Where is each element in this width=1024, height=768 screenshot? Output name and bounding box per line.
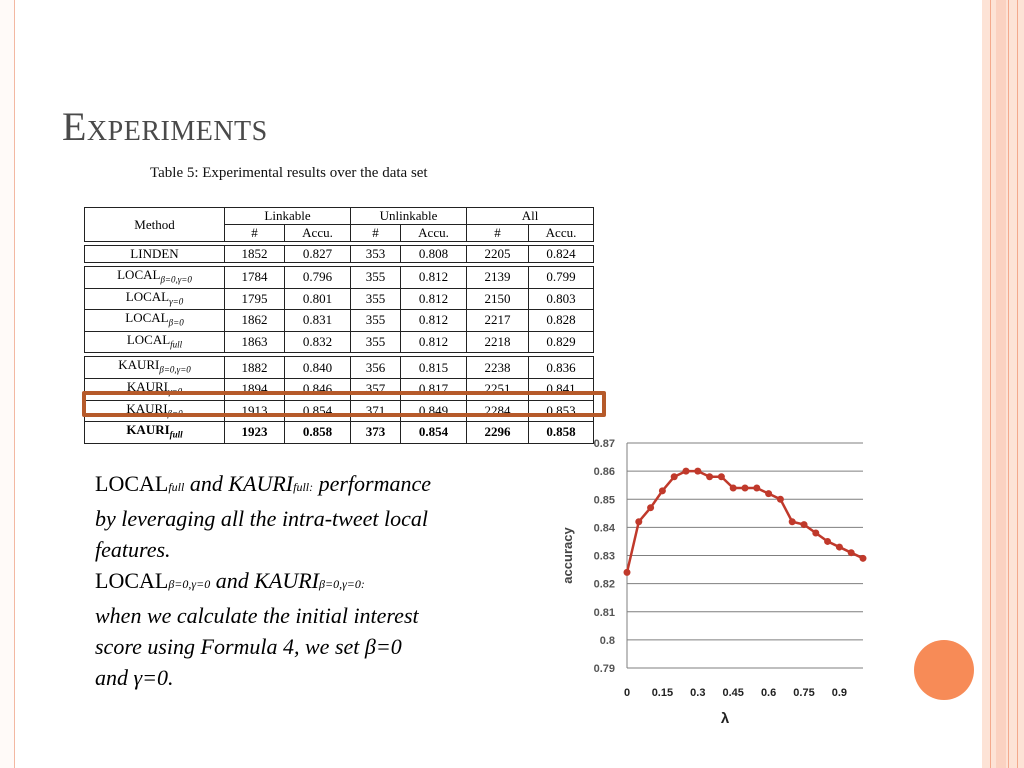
- value-cell: 2218: [467, 331, 529, 353]
- value-cell: 0.846: [285, 378, 351, 400]
- value-cell: 2205: [467, 246, 529, 263]
- y-tick-label: 0.82: [593, 578, 615, 591]
- data-point: [812, 530, 819, 537]
- value-cell: 357: [351, 378, 401, 400]
- value-cell: 2150: [467, 288, 529, 310]
- x-axis-label: λ: [720, 710, 730, 727]
- value-cell: 0.796: [285, 267, 351, 289]
- value-cell: 2284: [467, 400, 529, 422]
- data-point: [730, 485, 737, 492]
- value-cell: 2296: [467, 422, 529, 444]
- value-cell: 0.849: [401, 400, 467, 422]
- value-cell: 1862: [225, 310, 285, 332]
- text-line-5: when we calculate the initial interest: [95, 603, 419, 628]
- text-line-7: and γ=0.: [95, 665, 174, 690]
- value-cell: 0.812: [401, 288, 467, 310]
- x-tick-label: 0.6: [760, 687, 777, 699]
- value-cell: 355: [351, 331, 401, 353]
- method-subscript: β=0,γ=0: [159, 364, 191, 375]
- value-cell: 2139: [467, 267, 529, 289]
- data-point: [860, 555, 867, 562]
- text-line-6: score using Formula 4, we set β=0: [95, 634, 402, 659]
- data-point: [683, 468, 690, 475]
- subheader-cell: #: [351, 225, 401, 242]
- value-cell: 1784: [225, 267, 285, 289]
- data-point: [635, 518, 642, 525]
- method-name: LOCAL: [125, 310, 169, 326]
- data-point: [801, 521, 808, 528]
- value-cell: 2217: [467, 310, 529, 332]
- left-frame-border: [0, 0, 15, 768]
- value-cell: 0.812: [401, 310, 467, 332]
- method-subscript: β=0: [167, 408, 183, 419]
- data-point: [848, 549, 855, 556]
- value-cell: 0.832: [285, 331, 351, 353]
- value-cell: 355: [351, 267, 401, 289]
- table-row: [85, 357, 594, 379]
- table-row: [85, 331, 594, 353]
- x-tick-label: 0.15: [651, 687, 674, 699]
- value-cell: 0.827: [285, 246, 351, 263]
- text-line-3: features.: [95, 537, 171, 562]
- subheader-cell: #: [467, 225, 529, 242]
- method-subscript: β=0,γ=0: [160, 274, 192, 285]
- value-cell: 0.854: [285, 400, 351, 422]
- table-row: [85, 422, 594, 444]
- method-name: LOCAL: [125, 288, 170, 304]
- method-subscript: γ=0: [169, 296, 184, 307]
- value-cell: 0.812: [401, 267, 467, 289]
- y-tick-label: 0.86: [593, 466, 615, 479]
- method-cell: [85, 331, 225, 353]
- data-point: [647, 504, 654, 511]
- value-cell: 1795: [225, 288, 285, 310]
- value-cell: 0.853: [529, 400, 594, 422]
- value-cell: 0.803: [529, 288, 594, 310]
- header-linkable: Linkable: [225, 208, 351, 225]
- subheader-cell: #: [225, 225, 285, 242]
- value-cell: 2238: [467, 357, 529, 379]
- data-point: [694, 468, 701, 475]
- value-cell: 0.824: [529, 246, 594, 263]
- y-tick-label: 0.81: [593, 606, 615, 619]
- x-tick-label: 0.9: [831, 687, 848, 699]
- value-cell: 1882: [225, 357, 285, 379]
- y-tick-label: 0.79: [593, 663, 615, 675]
- method-name: KAURI: [126, 400, 168, 416]
- table-header-row: [85, 208, 594, 225]
- x-tick-label: 0.3: [690, 687, 706, 699]
- value-cell: 0.828: [529, 310, 594, 332]
- value-cell: 0.829: [529, 331, 594, 353]
- value-cell: 355: [351, 288, 401, 310]
- method-cell: [85, 246, 225, 263]
- y-tick-label: 0.85: [593, 494, 615, 507]
- text-local: LOCAL: [95, 471, 169, 496]
- value-cell: 0.799: [529, 267, 594, 289]
- value-cell: 355: [351, 310, 401, 332]
- value-cell: 0.812: [401, 331, 467, 353]
- value-cell: 353: [351, 246, 401, 263]
- method-subscript: β=0: [168, 317, 184, 328]
- value-cell: 0.815: [401, 357, 467, 379]
- value-cell: 371: [351, 400, 401, 422]
- text-subscript: full:: [293, 480, 314, 494]
- x-tick-label: 0.45: [722, 687, 744, 699]
- header-method: Method: [85, 208, 225, 242]
- y-tick-label: 0.84: [593, 522, 615, 535]
- text-subscript: full: [168, 480, 185, 494]
- method-cell: [85, 357, 225, 379]
- subheader-cell: Accu.: [401, 225, 467, 242]
- x-tick-label: 0: [623, 687, 631, 699]
- value-cell: 0.808: [401, 246, 467, 263]
- value-cell: 0.817: [401, 378, 467, 400]
- x-tick-label: 0.75: [793, 687, 815, 699]
- table-caption: Table 5: Experimental results over the data set: [150, 165, 428, 181]
- data-point: [836, 544, 843, 551]
- table-row: [85, 310, 594, 332]
- method-cell: [85, 288, 225, 310]
- data-point: [789, 518, 796, 525]
- method-cell: [85, 310, 225, 332]
- data-point: [624, 569, 631, 576]
- value-cell: 0.836: [529, 357, 594, 379]
- value-cell: 0.854: [401, 422, 467, 444]
- method-name: KAURI: [126, 422, 170, 438]
- data-point: [753, 485, 760, 492]
- data-point: [706, 473, 713, 480]
- text-subscript: β=0,γ=0:: [319, 577, 365, 591]
- data-point: [765, 490, 772, 497]
- method-subscript: full: [170, 339, 183, 350]
- value-cell: 1923: [225, 422, 285, 444]
- value-cell: 0.831: [285, 310, 351, 332]
- data-point: [824, 538, 831, 545]
- slide-title: Experiments: [62, 104, 268, 149]
- table-row: [85, 246, 594, 263]
- data-point: [659, 487, 666, 494]
- header-unlinkable: Unlinkable: [351, 208, 467, 225]
- method-name: LOCAL: [126, 331, 171, 347]
- value-cell: 0.841: [529, 378, 594, 400]
- body-text: [95, 468, 545, 693]
- data-point: [777, 496, 784, 503]
- value-cell: 0.858: [529, 422, 594, 444]
- method-name: LINDEN: [130, 246, 179, 261]
- method-name: KAURI: [118, 357, 160, 373]
- value-cell: 2251: [467, 378, 529, 400]
- value-cell: 1852: [225, 246, 285, 263]
- accent-circle: [914, 640, 974, 700]
- text-local: LOCAL: [95, 568, 169, 593]
- accuracy-line-chart: [550, 430, 880, 740]
- text-line-2: by leveraging all the intra-tweet local: [95, 506, 428, 531]
- method-subscript: full: [169, 429, 183, 440]
- subheader-cell: Accu.: [529, 225, 594, 242]
- method-name: KAURI: [126, 378, 169, 394]
- value-cell: 1894: [225, 378, 285, 400]
- value-cell: 373: [351, 422, 401, 444]
- data-point: [742, 485, 749, 492]
- table-row: [85, 267, 594, 289]
- text-kauri: and KAURI: [215, 568, 319, 593]
- value-cell: 0.801: [285, 288, 351, 310]
- data-point: [718, 473, 725, 480]
- text-subscript: β=0,γ=0: [168, 577, 211, 591]
- y-tick-label: 0.87: [593, 438, 615, 450]
- method-subscript: γ=0: [168, 386, 183, 397]
- data-point: [671, 473, 678, 480]
- subheader-cell: Accu.: [285, 225, 351, 242]
- value-cell: 0.840: [285, 357, 351, 379]
- value-cell: 356: [351, 357, 401, 379]
- text-line-4: [95, 565, 545, 600]
- table-row: [85, 288, 594, 310]
- method-name: LOCAL: [117, 267, 161, 282]
- right-frame-border: [982, 0, 1024, 768]
- y-axis-label: accuracy: [560, 527, 575, 584]
- value-cell: 1913: [225, 400, 285, 422]
- method-cell: [85, 422, 225, 444]
- value-cell: 1863: [225, 331, 285, 353]
- header-all: All: [467, 208, 594, 225]
- method-cell: [85, 267, 225, 289]
- text-kauri: and KAURI: [189, 471, 294, 496]
- highlight-box: [82, 391, 606, 417]
- y-tick-label: 0.8: [599, 634, 615, 647]
- text-line-1: [95, 468, 545, 503]
- y-tick-label: 0.83: [593, 550, 615, 563]
- text-performance: performance: [318, 471, 432, 496]
- value-cell: 0.858: [285, 422, 351, 444]
